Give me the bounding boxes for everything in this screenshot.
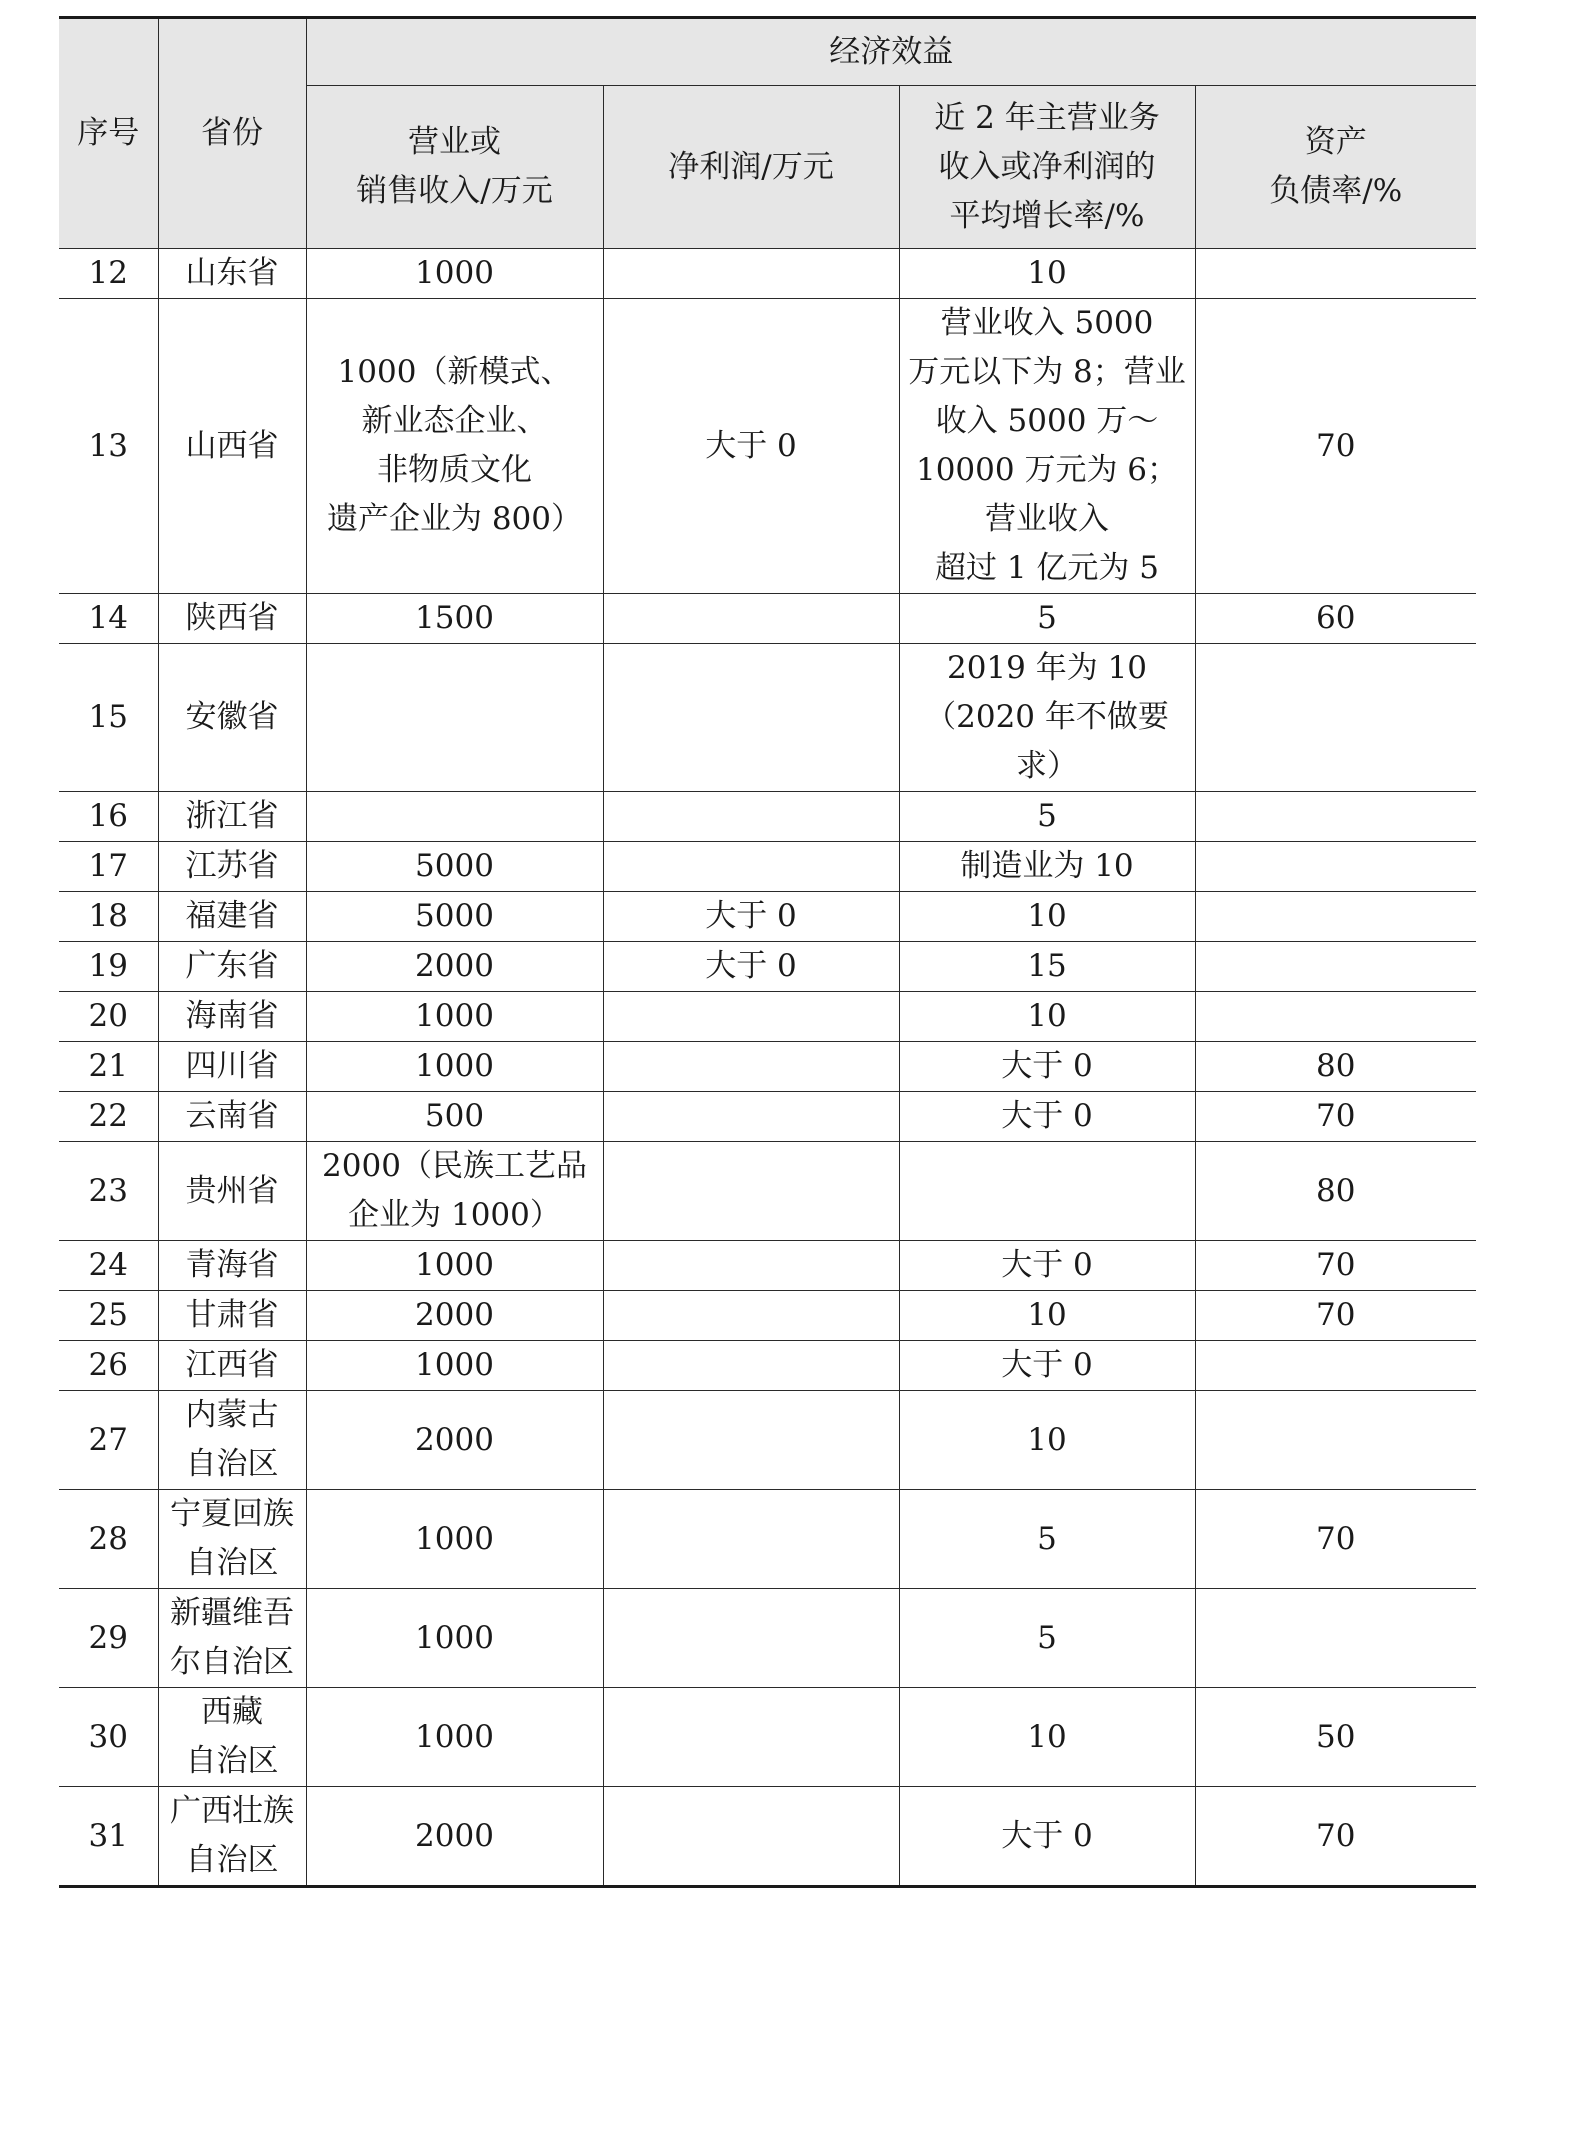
cell-debt-ratio — [1195, 792, 1476, 842]
cell-index: 23 — [59, 1142, 158, 1241]
cell-net-profit — [603, 249, 899, 299]
cell-province: 山西省 — [158, 299, 306, 594]
cell-index: 16 — [59, 792, 158, 842]
cell-growth-rate: 大于 0 — [899, 1787, 1195, 1887]
cell-growth-rate: 2019 年为 10 （2020 年不做要求） — [899, 644, 1195, 792]
cell-debt-ratio: 60 — [1195, 594, 1476, 644]
header-index: 序号 — [59, 18, 158, 249]
table-row — [59, 249, 1476, 299]
cell-province: 贵州省 — [158, 1142, 306, 1241]
cell-revenue: 1000 — [306, 1589, 603, 1688]
cell-index: 20 — [59, 992, 158, 1042]
cell-growth-rate: 10 — [899, 1391, 1195, 1490]
cell-growth-rate: 10 — [899, 1688, 1195, 1787]
cell-net-profit — [603, 992, 899, 1042]
cell-growth-rate: 10 — [899, 1291, 1195, 1341]
cell-province: 浙江省 — [158, 792, 306, 842]
table-row — [59, 644, 1476, 792]
cell-growth-rate: 5 — [899, 792, 1195, 842]
cell-debt-ratio: 70 — [1195, 1490, 1476, 1589]
cell-revenue: 2000（民族工艺品 企业为 1000） — [306, 1142, 603, 1241]
cell-index: 31 — [59, 1787, 158, 1887]
cell-province: 西藏 自治区 — [158, 1688, 306, 1787]
table-row — [59, 1589, 1476, 1688]
header-revenue: 营业或 销售收入/万元 — [306, 86, 603, 249]
cell-index: 17 — [59, 842, 158, 892]
cell-net-profit — [603, 1092, 899, 1142]
cell-revenue: 1000（新模式、 新业态企业、 非物质文化 遗产企业为 800） — [306, 299, 603, 594]
header-debt-ratio: 资产 负债率/% — [1195, 86, 1476, 249]
cell-net-profit — [603, 1688, 899, 1787]
header-growth-rate: 近 2 年主营业务 收入或净利润的 平均增长率/% — [899, 86, 1195, 249]
header-economic-benefit: 经济效益 — [306, 18, 1476, 86]
header-province: 省份 — [158, 18, 306, 249]
cell-index: 15 — [59, 644, 158, 792]
cell-net-profit — [603, 1391, 899, 1490]
cell-revenue: 2000 — [306, 1391, 603, 1490]
cell-index: 13 — [59, 299, 158, 594]
cell-revenue: 1000 — [306, 249, 603, 299]
cell-revenue: 500 — [306, 1092, 603, 1142]
cell-growth-rate: 10 — [899, 892, 1195, 942]
cell-revenue — [306, 644, 603, 792]
cell-growth-rate: 10 — [899, 249, 1195, 299]
cell-province: 海南省 — [158, 992, 306, 1042]
cell-index: 25 — [59, 1291, 158, 1341]
cell-net-profit — [603, 1241, 899, 1291]
cell-index: 12 — [59, 249, 158, 299]
cell-debt-ratio — [1195, 1341, 1476, 1391]
cell-province: 山东省 — [158, 249, 306, 299]
cell-province: 甘肃省 — [158, 1291, 306, 1341]
cell-province: 新疆维吾 尔自治区 — [158, 1589, 306, 1688]
cell-debt-ratio — [1195, 644, 1476, 792]
cell-debt-ratio: 70 — [1195, 299, 1476, 594]
province-requirements-table — [59, 16, 1476, 1888]
cell-index: 26 — [59, 1341, 158, 1391]
cell-debt-ratio — [1195, 249, 1476, 299]
cell-index: 22 — [59, 1092, 158, 1142]
cell-debt-ratio — [1195, 1589, 1476, 1688]
cell-net-profit — [603, 842, 899, 892]
cell-net-profit: 大于 0 — [603, 942, 899, 992]
cell-index: 30 — [59, 1688, 158, 1787]
cell-index: 27 — [59, 1391, 158, 1490]
cell-index: 24 — [59, 1241, 158, 1291]
cell-net-profit — [603, 1291, 899, 1341]
cell-revenue: 2000 — [306, 1291, 603, 1341]
table-row — [59, 1291, 1476, 1341]
header-net-profit: 净利润/万元 — [603, 86, 899, 249]
cell-province: 江苏省 — [158, 842, 306, 892]
cell-debt-ratio — [1195, 992, 1476, 1042]
cell-debt-ratio: 80 — [1195, 1042, 1476, 1092]
cell-net-profit — [603, 644, 899, 792]
cell-net-profit — [603, 594, 899, 644]
cell-net-profit — [603, 1142, 899, 1241]
cell-net-profit — [603, 792, 899, 842]
table-row — [59, 942, 1476, 992]
table-row — [59, 1042, 1476, 1092]
cell-province: 广东省 — [158, 942, 306, 992]
cell-growth-rate: 5 — [899, 1589, 1195, 1688]
cell-revenue: 1000 — [306, 992, 603, 1042]
table-row — [59, 1688, 1476, 1787]
cell-debt-ratio — [1195, 892, 1476, 942]
cell-index: 28 — [59, 1490, 158, 1589]
table-row — [59, 299, 1476, 594]
cell-growth-rate: 大于 0 — [899, 1042, 1195, 1092]
cell-growth-rate: 15 — [899, 942, 1195, 992]
cell-province: 内蒙古 自治区 — [158, 1391, 306, 1490]
cell-revenue: 1500 — [306, 594, 603, 644]
cell-index: 29 — [59, 1589, 158, 1688]
cell-growth-rate: 制造业为 10 — [899, 842, 1195, 892]
cell-revenue: 5000 — [306, 892, 603, 942]
cell-debt-ratio: 70 — [1195, 1291, 1476, 1341]
cell-province: 宁夏回族 自治区 — [158, 1490, 306, 1589]
cell-index: 21 — [59, 1042, 158, 1092]
cell-index: 19 — [59, 942, 158, 992]
cell-revenue: 1000 — [306, 1241, 603, 1291]
cell-net-profit — [603, 1042, 899, 1092]
cell-net-profit: 大于 0 — [603, 892, 899, 942]
cell-index: 14 — [59, 594, 158, 644]
cell-revenue: 1000 — [306, 1688, 603, 1787]
table-row — [59, 1787, 1476, 1887]
cell-debt-ratio: 70 — [1195, 1787, 1476, 1887]
cell-debt-ratio — [1195, 1391, 1476, 1490]
table-row — [59, 1341, 1476, 1391]
cell-revenue: 5000 — [306, 842, 603, 892]
cell-revenue: 1000 — [306, 1490, 603, 1589]
cell-debt-ratio: 50 — [1195, 1688, 1476, 1787]
cell-growth-rate: 大于 0 — [899, 1092, 1195, 1142]
cell-debt-ratio: 70 — [1195, 1241, 1476, 1291]
cell-growth-rate: 5 — [899, 1490, 1195, 1589]
table-body — [59, 249, 1476, 1887]
cell-net-profit — [603, 1341, 899, 1391]
cell-debt-ratio: 70 — [1195, 1092, 1476, 1142]
cell-revenue: 2000 — [306, 1787, 603, 1887]
table-row — [59, 792, 1476, 842]
cell-revenue: 2000 — [306, 942, 603, 992]
cell-revenue: 1000 — [306, 1042, 603, 1092]
cell-growth-rate — [899, 1142, 1195, 1241]
cell-index: 18 — [59, 892, 158, 942]
table-row — [59, 1092, 1476, 1142]
cell-province: 福建省 — [158, 892, 306, 942]
cell-growth-rate: 5 — [899, 594, 1195, 644]
cell-province: 陕西省 — [158, 594, 306, 644]
cell-revenue: 1000 — [306, 1341, 603, 1391]
table-row — [59, 992, 1476, 1042]
cell-net-profit — [603, 1589, 899, 1688]
cell-province: 青海省 — [158, 1241, 306, 1291]
table-row — [59, 1391, 1476, 1490]
cell-revenue — [306, 792, 603, 842]
cell-net-profit: 大于 0 — [603, 299, 899, 594]
cell-province: 四川省 — [158, 1042, 306, 1092]
table-row — [59, 1490, 1476, 1589]
cell-province: 江西省 — [158, 1341, 306, 1391]
cell-growth-rate: 大于 0 — [899, 1341, 1195, 1391]
table-row — [59, 1142, 1476, 1241]
table-row — [59, 594, 1476, 644]
cell-growth-rate: 营业收入 5000 万元以下为 8；营业 收入 5000 万～ 10000 万元为 6； 营业收入 超过 1 亿元为 5 — [899, 299, 1195, 594]
cell-province: 安徽省 — [158, 644, 306, 792]
table-row — [59, 892, 1476, 942]
cell-growth-rate: 10 — [899, 992, 1195, 1042]
table-row — [59, 842, 1476, 892]
cell-debt-ratio — [1195, 942, 1476, 992]
cell-province: 广西壮族 自治区 — [158, 1787, 306, 1887]
cell-province: 云南省 — [158, 1092, 306, 1142]
cell-net-profit — [603, 1490, 899, 1589]
cell-debt-ratio — [1195, 842, 1476, 892]
cell-debt-ratio: 80 — [1195, 1142, 1476, 1241]
table-row — [59, 1241, 1476, 1291]
cell-growth-rate: 大于 0 — [899, 1241, 1195, 1291]
cell-net-profit — [603, 1787, 899, 1887]
table-header — [59, 18, 1476, 249]
